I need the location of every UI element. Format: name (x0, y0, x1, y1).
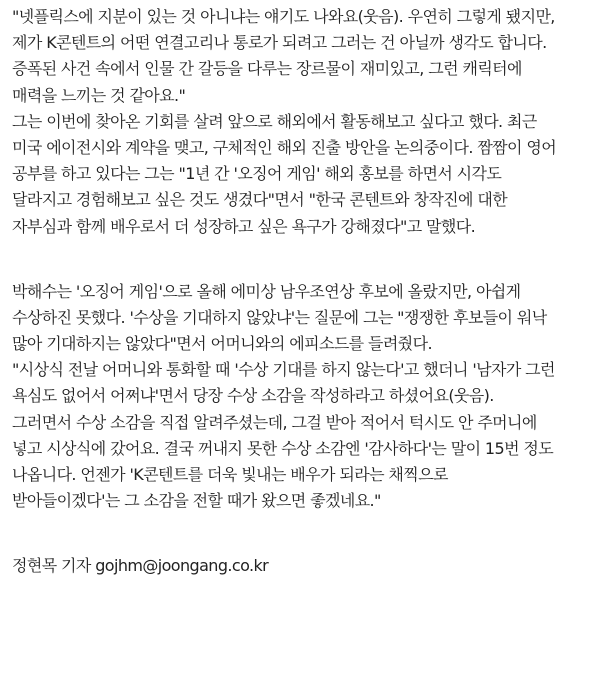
text-line: 받아들이겠다'는 그 소감을 전할 때가 왔으면 좋겠네요." (12, 491, 381, 511)
text-line: 증폭된 사건 속에서 인물 간 갈등을 다루는 장르물이 재미있고, 그런 캐릭터에 (12, 59, 522, 79)
text-line: 매력을 느끼는 것 같아요." (12, 85, 186, 105)
paragraph-quote-1 (12, 4, 597, 109)
text-line: 수상하진 못했다. '수상을 기대하지 않았냐'는 질문에 그는 "쟁쟁한 후보들이 워낙 (12, 307, 547, 327)
article-body (12, 4, 597, 580)
text-line: 박해수는 '오징어 게임'으로 올해 에미상 남우조연상 후보에 올랐지만, 아쉽게 (12, 281, 521, 301)
text-line: 나옵니다. 언젠가 'K콘텐트를 더욱 빛내는 배우가 되라는 채찍으로 (12, 465, 448, 484)
text-line: "시상식 전날 어머니와 통화할 때 '수상 기대를 하지 않는다'고 했더니 '남자가 그런 (12, 360, 555, 380)
text-line: 달라지고 경험해보고 싶은 것도 생겼다"면서 "한국 콘텐트와 창작진에 대한 (12, 190, 508, 210)
text-line: 넣고 시상식에 갔어요. 결국 꺼내지 못한 수상 소감엔 '감사하다'는 말이 15번 정도 (12, 438, 554, 458)
paragraph-quote-2 (12, 357, 597, 514)
byline: 정현목 기자 gojhm@joongang.co.kr (12, 556, 269, 576)
text-line: 자부심과 함께 배우로서 더 성장하고 싶은 욕구가 강해졌다"고 말했다. (12, 216, 476, 236)
paragraph-spacer (12, 240, 597, 279)
text-line: 제가 K콘텐트의 어떤 연결고리나 통로가 되려고 그러는 건 아닐까 생각도 합니다. (12, 33, 547, 53)
text-line: 많아 기대하지는 않았다"면서 어머니와의 에피소드를 들려줬다. (12, 334, 432, 354)
paragraph-overseas-plans (12, 109, 597, 240)
text-line: 욕심도 없어서 어쩌냐'면서 당장 수상 소감을 작성하라고 하셨어요(웃음). (12, 386, 494, 406)
text-line: 미국 에이전시와 계약을 맺고, 구체적인 해외 진출 방안을 논의중이다. 짬짬이 영어 (12, 137, 557, 157)
text-line: 그러면서 수상 소감을 직접 알려주셨는데, 그걸 받아 적어서 턱시도 안 주머니에 (12, 412, 537, 432)
text-line: 공부를 하고 있다는 그는 "1년 간 '오징어 게임' 해외 홍보를 하면서 시각도 (12, 164, 502, 184)
paragraph-emmy (12, 279, 597, 358)
paragraph-spacer (12, 514, 597, 553)
text-line: "넷플릭스에 지분이 있는 것 아니냐는 얘기도 나와요(웃음). 우연히 그렇게 됐지만, (12, 7, 555, 26)
text-line: 그는 이번에 찾아온 기회를 살려 앞으로 해외에서 활동해보고 싶다고 했다. 최근 (12, 111, 537, 131)
